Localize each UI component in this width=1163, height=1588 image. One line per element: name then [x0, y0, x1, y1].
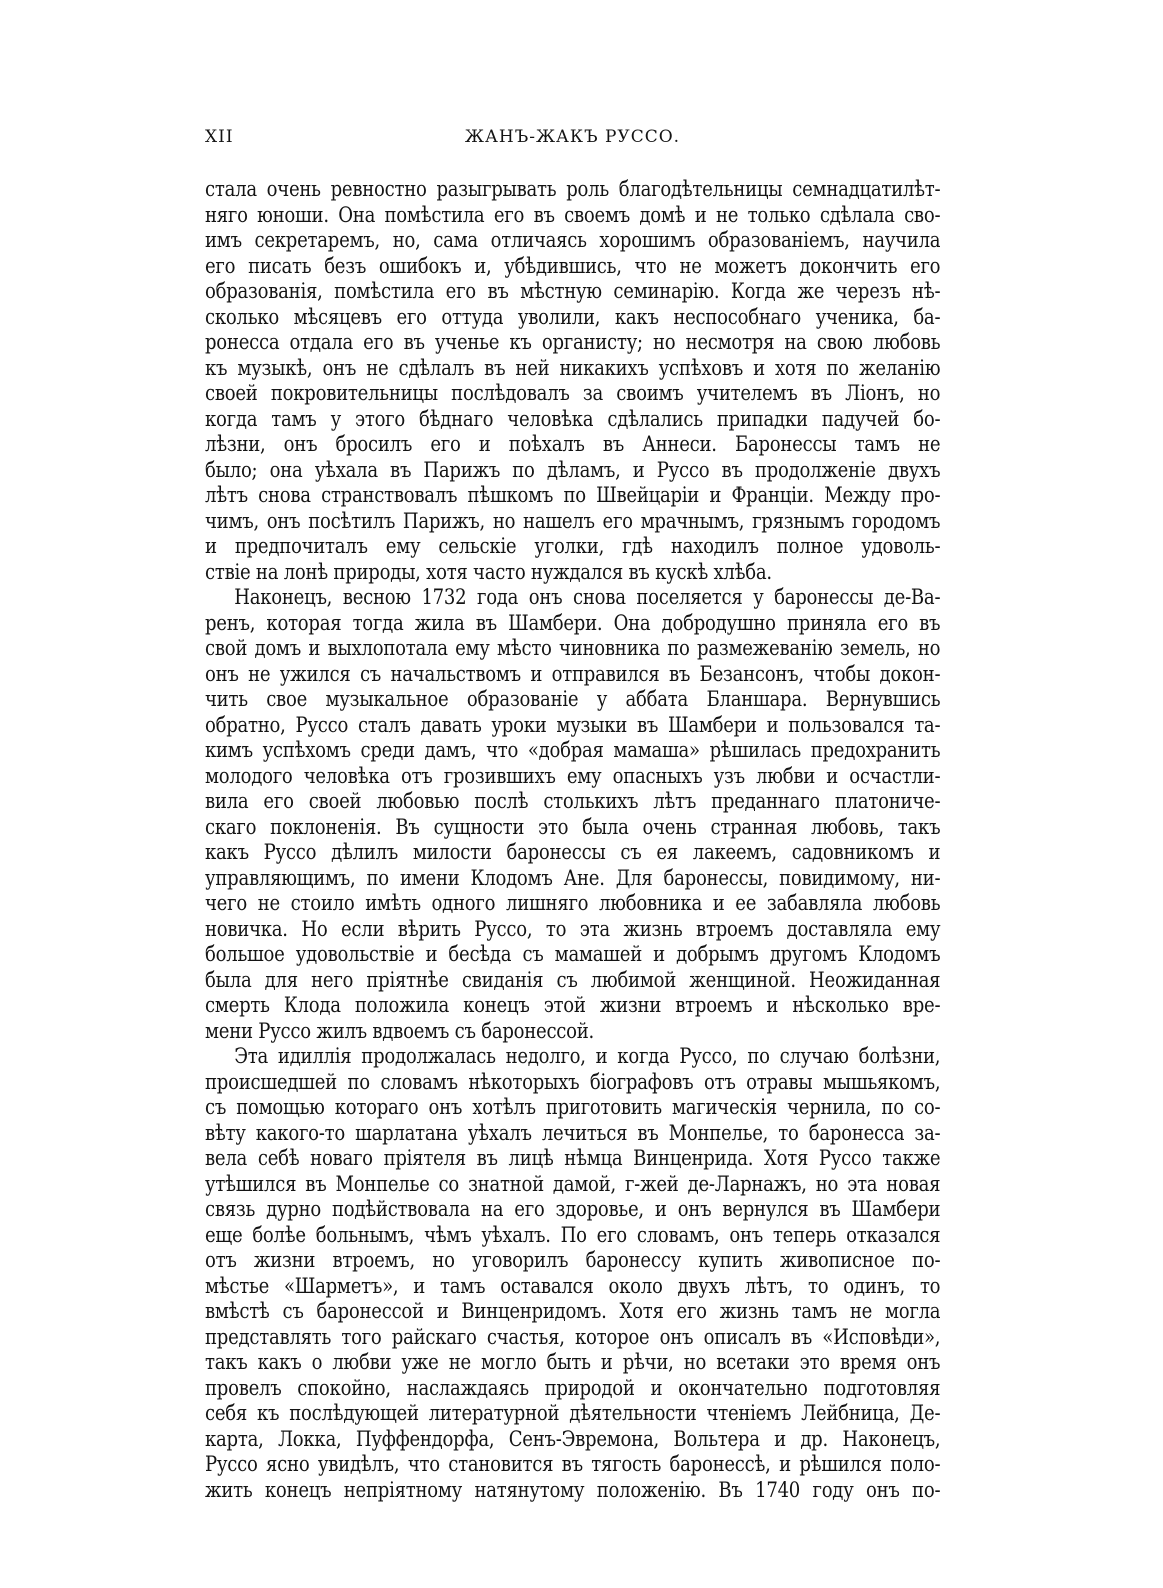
text-line: большое удовольствіе и бесѣда съ мамашей и добрымъ другомъ Клодомъ	[205, 942, 941, 966]
text-line: смерть Клода положила конецъ этой жизни втроемъ и нѣсколько вре-	[205, 993, 941, 1017]
text-line: обратно, Руссо сталъ давать уроки музыки въ Шамбери и пользовался та-	[205, 712, 941, 737]
running-title: ЖАНЪ-ЖАКЪ РУССО.	[464, 127, 681, 147]
text-line: вела себѣ новаго пріятеля въ лицѣ нѣмца Винценрида. Хотя Руссо также	[205, 1146, 941, 1170]
text-line: скаго поклоненія. Въ сущности это была очень странная любовь, такъ	[205, 814, 941, 839]
text-line: лѣзни, онъ бросилъ его и поѣхалъ въ Аннеси. Баронессы тамъ не	[205, 432, 941, 456]
text-line: сколько мѣсяцевъ его оттуда уволили, какъ неспособнаго ученика, ба-	[205, 304, 941, 329]
text-line: образованія, помѣстила его въ мѣстную семинарію. Когда же черезъ нѣ-	[205, 279, 941, 303]
text-line: карта, Локка, Пуффендорфа, Сенъ-Эвремона, Вольтера и др. Наконецъ,	[205, 1426, 941, 1451]
text-line: стала очень ревностно разыгрывать роль благодѣтельницы семнадцатилѣт-	[205, 177, 941, 201]
text-line: лѣтъ снова странствовалъ пѣшкомъ по Швейцаріи и Франціи. Между про-	[205, 483, 941, 507]
text-line: отъ жизни втроемъ, но уговорилъ баронессу купить живописное по-	[205, 1248, 941, 1272]
text-line: вила его своей любовью послѣ столькихъ лѣтъ преданнаго платониче-	[205, 789, 941, 813]
text-line: была для него пріятнѣе свиданія съ любимой женщиной. Неожиданная	[205, 967, 941, 992]
text-line: кимъ успѣхомъ среди дамъ, что «добрая мамаша» рѣшилась предохранить	[205, 738, 941, 762]
running-header	[205, 127, 940, 153]
text-line: еще болѣе больнымъ, чѣмъ уѣхалъ. По его словамъ, онъ теперь отказался	[205, 1222, 941, 1247]
text-line: вѣту какого-то шарлатана уѣхалъ лечиться въ Монпелье, то баронесса за-	[205, 1120, 941, 1145]
text-line: было; она уѣхала въ Парижъ по дѣламъ, и Руссо въ продолженіе двухъ	[205, 457, 941, 482]
text-line: съ помощью котораго онъ хотѣлъ приготовить магическія чернила, по со-	[205, 1095, 941, 1119]
text-line: ронесса отдала его въ ученье къ органисту; но несмотря на свою любовь	[205, 330, 941, 354]
text-line: чить свое музыкальное образованіе у аббата Бланшара. Вернувшись	[205, 687, 941, 711]
text-line: Эта идиллія продолжалась недолго, и когда Руссо, по случаю болѣзни,	[234, 1044, 941, 1068]
text-line: своей покровительницы послѣдовалъ за своимъ учителемъ въ Ліонъ, но	[205, 381, 941, 405]
text-line: новичка. Но если вѣрить Руссо, то эта жизнь втроемъ доставляла ему	[205, 916, 941, 941]
text-line: чего не стоило имѣть одного лишняго любовника и ее забавляла любовь	[205, 891, 941, 915]
text-line: связь дурно подѣйствовала на его здоровье, и онъ вернулся въ Шамбери	[205, 1197, 941, 1221]
text-line: ствіе на лонѣ природы, хотя часто нуждался въ кускѣ хлѣба.	[205, 559, 772, 584]
text-line: Наконецъ, весною 1732 года онъ снова поселяется у баронессы де-Ва-	[234, 585, 941, 609]
text-line: ренъ, которая тогда жила въ Шамбери. Она добродушно приняла его въ	[205, 610, 941, 635]
text-line: свой домъ и выхлопотала ему мѣсто чиновника по размежеванію земель, но	[205, 636, 941, 660]
text-line: мѣстье «Шарметъ», и тамъ оставался около двухъ лѣтъ, то одинъ, то	[205, 1273, 941, 1298]
text-line: провелъ спокойно, наслаждаясь природой и окончательно подготовляя	[205, 1375, 941, 1400]
text-line: происшедшей по словамъ нѣкоторыхъ біографовъ отъ отравы мышьякомъ,	[205, 1069, 941, 1094]
text-line: къ музыкѣ, онъ не сдѣлалъ въ ней никакихъ успѣховъ и хотя по желанію	[205, 355, 941, 380]
text-line: Руссо ясно увидѣлъ, что становится въ тягость баронессѣ, и рѣшился поло-	[205, 1452, 941, 1476]
text-line: жить конецъ непріятному натянутому положенію. Въ 1740 году онъ по-	[205, 1477, 941, 1502]
text-line: представлять того райскаго счастья, которое онъ описалъ въ «Исповѣди»,	[205, 1324, 941, 1349]
page-body-text	[205, 177, 940, 1503]
text-line: утѣшился въ Монпелье со знатной дамой, г-жей де-Ларнажъ, но эта новая	[205, 1171, 941, 1196]
text-line: себя къ послѣдующей литературной дѣятельности чтеніемъ Лейбница, Де-	[205, 1401, 941, 1425]
text-line: и предпочиталъ ему сельскіе уголки, гдѣ находилъ полное удоволь-	[205, 534, 941, 558]
page-number: XII	[205, 127, 234, 147]
text-line: какъ Руссо дѣлилъ милости баронессы съ ея лакеемъ, садовникомъ и	[205, 840, 941, 864]
text-line: управляющимъ, по имени Клодомъ Ане. Для баронессы, повидимому, ни-	[205, 865, 941, 890]
text-line: мени Руссо жилъ вдвоемъ съ баронессой.	[205, 1018, 595, 1043]
text-line: няго юноши. Она помѣстила его въ своемъ домѣ и не только сдѣлала сво-	[205, 202, 941, 227]
text-line: чимъ, онъ посѣтилъ Парижъ, но нашелъ его мрачнымъ, грязнымъ городомъ	[205, 508, 941, 533]
text-line: когда тамъ у этого бѣднаго человѣка сдѣлались припадки падучей бо-	[205, 406, 941, 431]
text-line: имъ секретаремъ, но, сама отличаясь хорошимъ образованіемъ, научила	[205, 228, 941, 252]
text-line: онъ не ужился съ начальствомъ и отправился въ Безансонъ, чтобы докон-	[205, 661, 941, 686]
text-line: его писать безъ ошибокъ и, убѣдившись, что не можетъ докончить его	[205, 253, 941, 278]
text-line: молодого человѣка отъ грозившихъ ему опасныхъ узъ любви и осчастли-	[205, 763, 941, 788]
text-line: такъ какъ о любви уже не могло быть и рѣчи, но всетаки это время онъ	[205, 1350, 941, 1374]
text-line: вмѣстѣ съ баронессой и Винценридомъ. Хотя его жизнь тамъ не могла	[205, 1299, 941, 1323]
